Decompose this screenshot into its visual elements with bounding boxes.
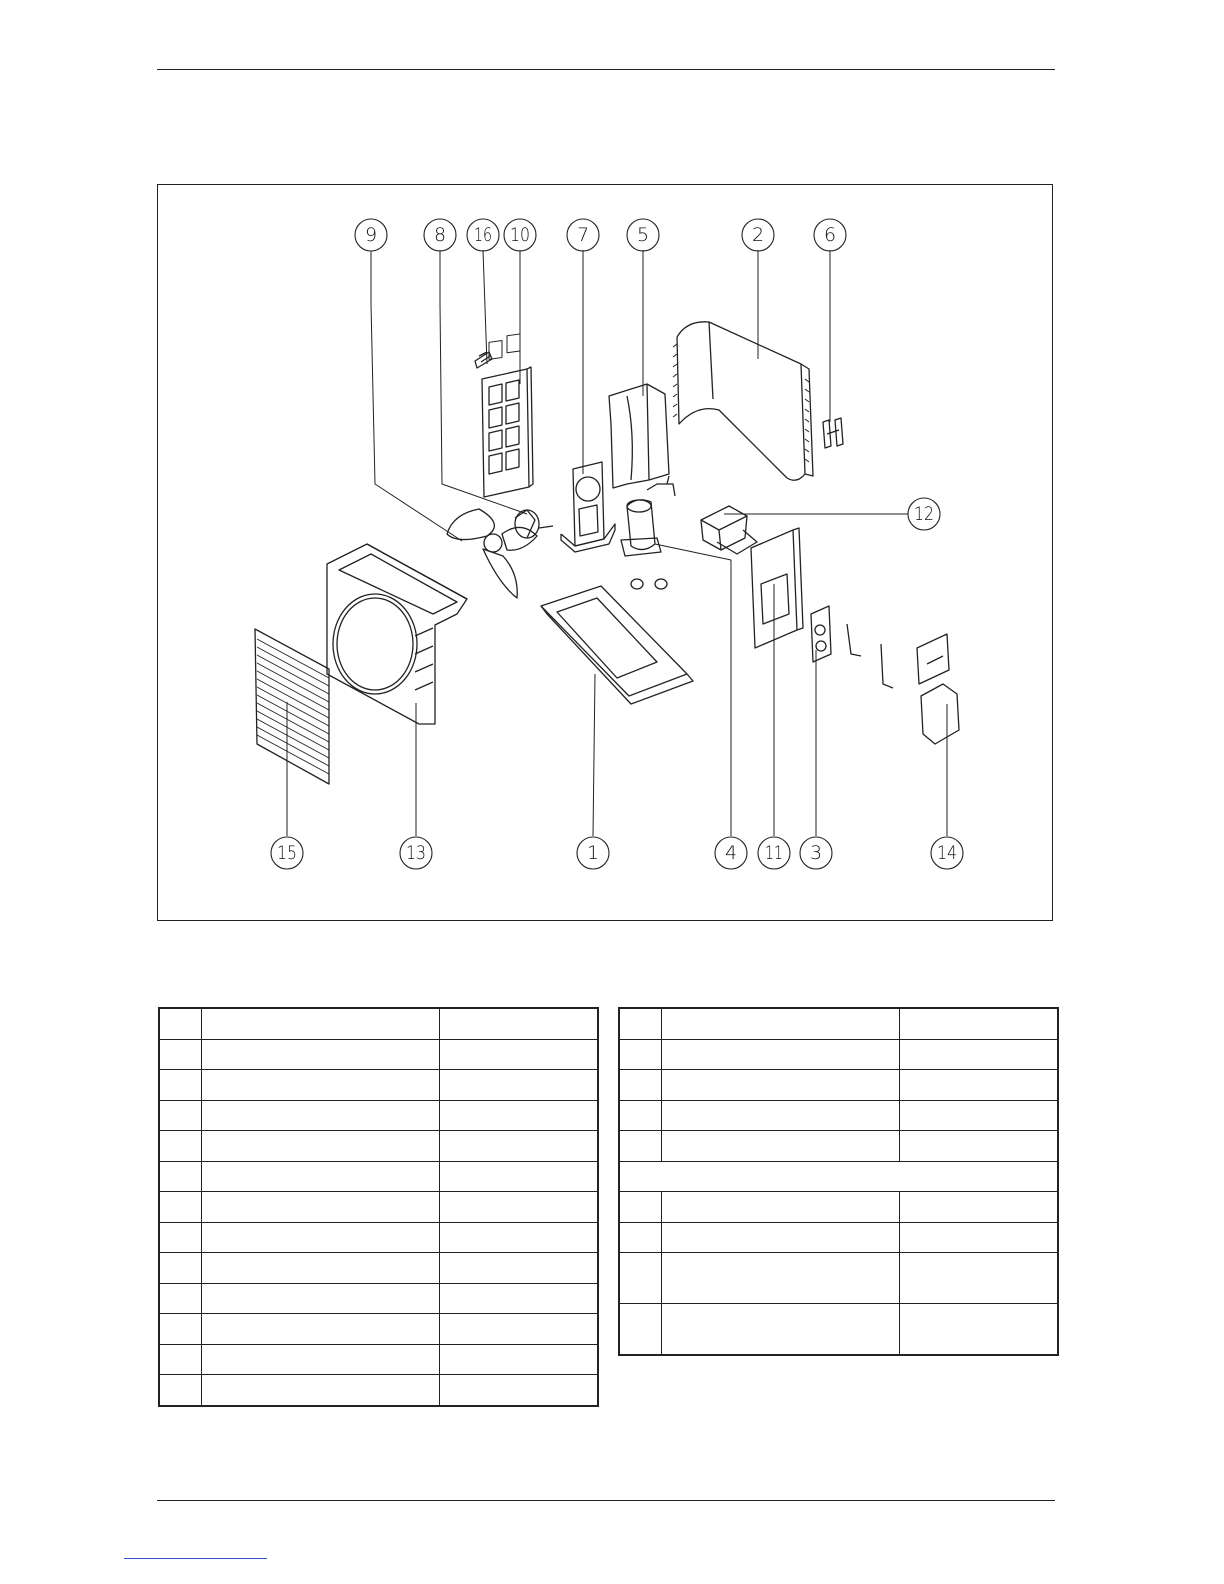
header-rule: [157, 69, 1055, 70]
part-15-front-grille: [255, 629, 329, 784]
table-row: [159, 1375, 598, 1406]
callout-2: 2: [751, 223, 764, 246]
table-row: [619, 1070, 1058, 1101]
table-row: [159, 1008, 598, 1039]
footer-link-underline: [124, 1558, 267, 1559]
callout-13: 13: [405, 841, 426, 864]
callout-14: 14: [936, 841, 957, 864]
callout-9: 9: [364, 223, 377, 246]
leader-lines: [287, 250, 947, 836]
callout-10: 10: [509, 223, 530, 246]
table-row: [619, 1039, 1058, 1070]
exploded-view-svg: [157, 184, 1056, 924]
table-row: [159, 1070, 598, 1101]
table-row: [619, 1222, 1058, 1253]
table-section-row: [619, 1161, 1058, 1192]
table-row: [619, 1253, 1058, 1304]
table-row: [619, 1192, 1058, 1223]
table-row: [619, 1008, 1058, 1039]
exploded-view-diagram: [157, 184, 1053, 921]
table-row: [159, 1314, 598, 1345]
table-row: [159, 1131, 598, 1162]
part-6-valve: [823, 418, 843, 448]
part-11-side-plate: [751, 528, 803, 648]
callout-6: 6: [823, 223, 836, 246]
callout-circles: [271, 219, 963, 869]
part-3-valve-set: [811, 606, 893, 688]
part-14-valve-cover: [917, 634, 959, 744]
callout-12: 12: [913, 502, 934, 525]
callout-1: 1: [586, 841, 599, 864]
part-5-partition: [609, 384, 669, 488]
table-row: [159, 1039, 598, 1070]
callout-11: 11: [764, 841, 783, 864]
part-7-motor-bracket: [561, 462, 615, 552]
table-row: [159, 1100, 598, 1131]
part-9-fan-blade: [447, 509, 537, 598]
callout-16: 16: [473, 223, 492, 246]
table-row: [159, 1253, 598, 1284]
part-13-front-panel: [327, 544, 467, 724]
part-1-base-pan: [541, 586, 693, 704]
footer-rule: [157, 1500, 1055, 1501]
callout-7: 7: [576, 223, 589, 246]
table-row: [619, 1304, 1058, 1356]
table-row: [159, 1192, 598, 1223]
callout-3: 3: [809, 841, 822, 864]
callout-4: 4: [724, 841, 737, 864]
table-row: [619, 1100, 1058, 1131]
callout-8: 8: [433, 223, 446, 246]
part-4-compressor: [621, 476, 675, 589]
table-row: [619, 1131, 1058, 1162]
table-row: [159, 1283, 598, 1314]
callout-5: 5: [636, 223, 649, 246]
table-row: [159, 1222, 598, 1253]
parts-table-left: [158, 1007, 599, 1407]
part-12-electrical-box: [701, 506, 757, 554]
callout-15: 15: [276, 841, 297, 864]
parts-table-right: [618, 1007, 1059, 1356]
part-10-panel: [482, 333, 533, 496]
part-2-condenser-coil: [673, 321, 813, 479]
table-row: [159, 1344, 598, 1375]
table-row: [159, 1161, 598, 1192]
